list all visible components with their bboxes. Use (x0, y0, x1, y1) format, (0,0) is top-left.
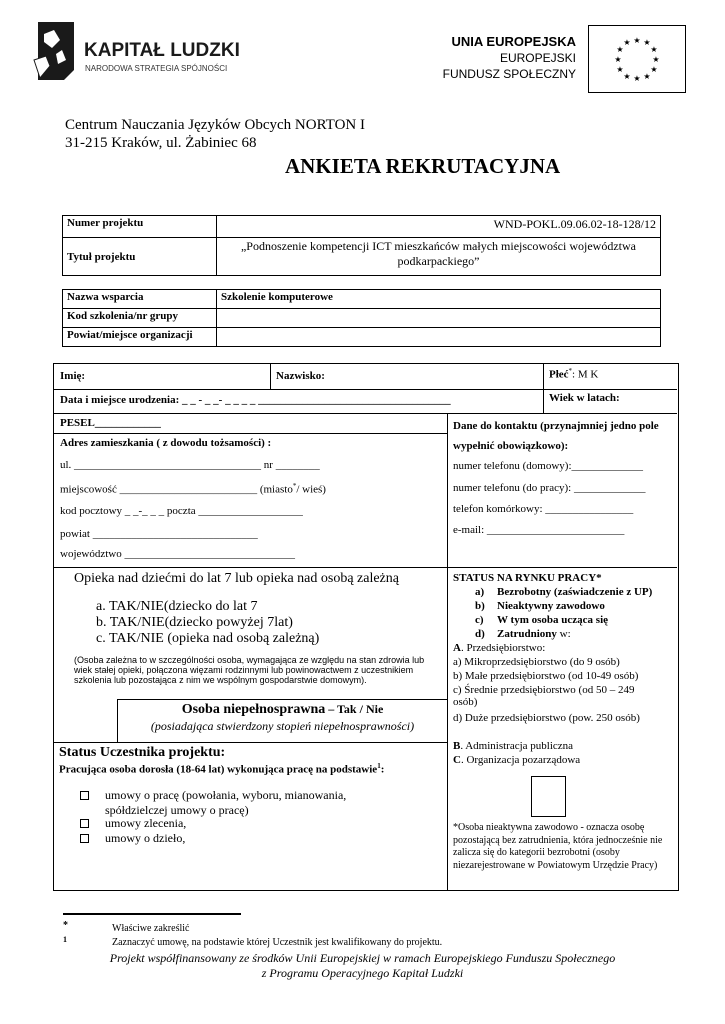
voivodeship-field[interactable]: województwo _______________________________ (60, 548, 295, 560)
footer-line2: z Programu Operacyjnego Kapitał Ludzki (261, 966, 464, 980)
labor-footnote: *Osoba nieaktywna zawodowo - oznacza osobę pozostającą bez zatrudnienia, która jednocześnie nie zalicza się do kategorii bezrobotni (osoby niezarejestrowane w Powiatowym Urzędzie Pracy) (453, 822, 663, 871)
ngo-letter: C (453, 754, 461, 766)
eu-line2: EUROPEJSKI (499, 51, 576, 65)
footnote-one-text: Zaznaczyć umowę, na podstawie której Uczestnik jest kwalifikowany do projektu. (112, 937, 443, 948)
disabled-options: – Tak / Nie (325, 702, 384, 716)
svg-text:★: ★ (650, 65, 658, 74)
public-admin-option[interactable] (453, 740, 573, 752)
svg-text:★: ★ (650, 45, 658, 54)
contract-option-1[interactable] (80, 788, 410, 818)
town-text: miejscowość _________________________ (miasto (60, 483, 293, 496)
labor-item-c-key: c) (475, 614, 484, 626)
town-field[interactable] (60, 482, 326, 496)
enterprise-micro[interactable]: a) Mikroprzedsiębiorstwo (do 9 osób) (453, 656, 620, 668)
labor-item-b[interactable] (475, 600, 605, 612)
participant-sub (59, 762, 384, 776)
svg-text:★: ★ (614, 55, 622, 64)
care-note: (Osoba zależna to w szczególności osoba, wymagająca ze względu na stan zdrowia lub wiek stałej opieki, połączona więzami rodzinnymi lub powinowactwem z uczestnikiem szkolenia lub pozostająca z nim we wspólnym gospodarstwie domowym). (74, 655, 425, 685)
enterprise-heading (453, 642, 545, 654)
care-item-a[interactable]: a. TAK/NIE(dziecko do lat 7 (96, 599, 258, 614)
care-item-b[interactable]: b. TAK/NIE(dziecko powyżej 7lat) (96, 615, 293, 630)
svg-text:★: ★ (633, 36, 641, 45)
phone-work-field[interactable]: numer telefonu (do pracy): _____________ (453, 482, 646, 494)
participant-sub-end: : (380, 763, 385, 776)
support-code-field[interactable] (217, 309, 661, 328)
status-checkbox[interactable] (531, 776, 566, 817)
svg-text:★: ★ (633, 74, 641, 83)
org-line1: Centrum Nauczania Języków Obcych NORTON I (65, 117, 365, 133)
support-name-value: Szkolenie komputerowe (217, 290, 661, 309)
svg-text:★: ★ (643, 72, 651, 81)
checkbox-icon[interactable] (80, 791, 89, 800)
participant-colon: : (220, 745, 226, 760)
footer-line1: Projekt współfinansowany ze środków Unii Europejskiej w ramach Europejskiego Funduszu Społecznego (109, 951, 616, 965)
first-name-label: Imię: (60, 370, 86, 382)
support-region-label: Powiat/miejsce organizacji (63, 328, 217, 347)
org-line2: 31-215 Kraków, ul. Żabiniec 68 (65, 135, 257, 151)
last-name-label: Nazwisko: (276, 370, 325, 382)
disabled-label: Osoba niepełnosprawna (181, 702, 326, 717)
participant-sub-mark: 1 (377, 762, 381, 770)
svg-text:★: ★ (623, 38, 631, 47)
svg-text:★: ★ (616, 65, 624, 74)
enterprise-medium[interactable]: c) Średnie przedsiębiorstwo (od 50 – 249 osób) (453, 684, 635, 708)
public-admin-text: . Administracja publiczna (460, 740, 574, 752)
public-admin-letter: B (453, 740, 461, 752)
contact-heading: Dane do kontaktu (przynajmniej jedno pole wypełnić obowiązkowo): (453, 420, 659, 452)
labor-item-a-text: Bezrobotny (zaświadczenie z UP) (497, 586, 653, 598)
postal-field[interactable]: kod pocztowy _ _-_ _ _ poczta ___________________ (60, 505, 303, 517)
support-name-label: Nazwa wsparcia (63, 290, 217, 309)
labor-item-b-key: b) (475, 600, 485, 612)
page-title: ANKIETA REKRUTACYJNA (285, 154, 561, 178)
footnote-rule (63, 913, 241, 915)
town-mark: * (292, 482, 297, 490)
eu-stars-icon (589, 26, 685, 92)
disabled-field[interactable] (118, 700, 447, 718)
contract-option-2-label: umowy zlecenia, (105, 816, 187, 830)
participant-title: Status Uczestnika projektu (59, 745, 221, 760)
svg-text:★: ★ (643, 38, 651, 47)
enterprise-small[interactable]: b) Małe przedsiębiorstwo (od 10-49 osób) (453, 670, 639, 682)
eu-line3: FUNDUSZ SPOŁECZNY (442, 67, 576, 81)
labor-item-d-suffix: w: (556, 628, 571, 640)
phone-mobile-field[interactable]: telefon komórkowy: ________________ (453, 503, 634, 515)
contract-option-2[interactable] (80, 816, 186, 831)
kl-subtitle: NARODOWA STRATEGIA SPÓJNOŚCI (85, 64, 228, 73)
sex-mark: * (568, 367, 573, 375)
project-title-value: „Podnoszenie kompetencji ICT mieszkańców małych miejscowości województwa podkarpackiego” (217, 238, 661, 276)
contract-option-3[interactable] (80, 831, 185, 846)
project-table (62, 215, 661, 276)
labor-item-c[interactable] (475, 614, 608, 626)
labor-item-d[interactable] (475, 628, 571, 640)
eu-flag (588, 25, 686, 93)
support-code-label: Kod szkolenia/nr grupy (63, 309, 217, 328)
project-number-label: Numer projektu (63, 216, 217, 238)
checkbox-icon[interactable] (80, 819, 89, 828)
labor-item-a-key: a) (475, 586, 485, 598)
project-number-value: WND-POKL.09.06.02-18-128/12 (217, 216, 661, 238)
project-title-label: Tytuł projektu (63, 238, 217, 276)
care-heading: Opieka nad dziećmi do lat 7 lub opieka nad osobą zależną (74, 571, 399, 586)
ngo-option[interactable] (453, 754, 580, 766)
footnote-star-text: Właściwe zakreślić (112, 923, 190, 934)
pesel-field[interactable]: PESEL____________ (60, 417, 161, 429)
kl-title: KAPITAŁ LUDZKI (84, 40, 240, 61)
sex-options: : M K (572, 368, 599, 381)
labor-item-a[interactable] (475, 586, 652, 598)
birth-label[interactable]: Data i miejsce urodzenia: _ _ - _ _- _ _ _ _ ___________________________________ (60, 394, 451, 406)
kapital-ludzki-emblem-icon (30, 20, 78, 84)
sex-field[interactable] (549, 367, 598, 381)
svg-text:★: ★ (623, 72, 631, 81)
county-field[interactable]: powiat ______________________________ (60, 528, 258, 540)
participant-sub-text: Pracująca osoba dorosła (18-64 lat) wykonująca pracę na podstawie (59, 763, 378, 776)
labor-heading: STATUS NA RYNKU PRACY* (453, 572, 602, 584)
phone-home-field[interactable]: numer telefonu (domowy):_____________ (453, 460, 644, 472)
svg-text:★: ★ (616, 45, 624, 54)
labor-item-d-key: d) (475, 628, 485, 640)
support-region-field[interactable] (217, 328, 661, 347)
town-options: / wieś) (296, 483, 326, 496)
contract-option-1-label: umowy o pracę (powołania, wyboru, mianowania, spółdzielczej umowy o pracę) (105, 788, 347, 817)
labor-item-c-text: W tym osoba ucząca się (497, 614, 609, 626)
kapital-ludzki-logo (30, 20, 245, 85)
checkbox-icon[interactable] (80, 834, 89, 843)
participant-heading (59, 745, 225, 761)
address-heading: Adres zamieszkania ( z dowodu tożsamości) : (60, 437, 272, 449)
email-field[interactable]: e-mail: _________________________ (453, 524, 625, 536)
labor-item-b-text: Nieaktywny zawodowo (497, 600, 605, 612)
age-label: Wiek w latach: (549, 392, 620, 404)
support-table (62, 289, 661, 347)
contract-option-3-label: umowy o dzieło, (105, 831, 186, 845)
footnote-star-mark: * (63, 920, 68, 931)
main-form (53, 363, 679, 891)
footnote-one-mark: 1 (63, 935, 67, 944)
sex-label: Płeć (549, 368, 569, 381)
eu-line1: UNIA EUROPEJSKA (451, 34, 576, 49)
labor-item-d-text: Zatrudniony (497, 628, 557, 640)
svg-text:★: ★ (652, 55, 660, 64)
disabled-note: (posiadająca stwierdzony stopień niepełnosprawności) (150, 719, 415, 733)
ngo-text: . Organizacja pozarządowa (460, 754, 581, 766)
care-item-c[interactable]: c. TAK/NIE (opieka nad osobą zależną) (96, 631, 320, 646)
enterprise-text: . Przedsiębiorstwo: (460, 642, 546, 654)
enterprise-letter: A (453, 642, 461, 654)
enterprise-large[interactable]: d) Duże przedsiębiorstwo (pow. 250 osób) (453, 712, 640, 724)
street-field[interactable]: ul. __________________________________ nr ________ (60, 459, 320, 471)
